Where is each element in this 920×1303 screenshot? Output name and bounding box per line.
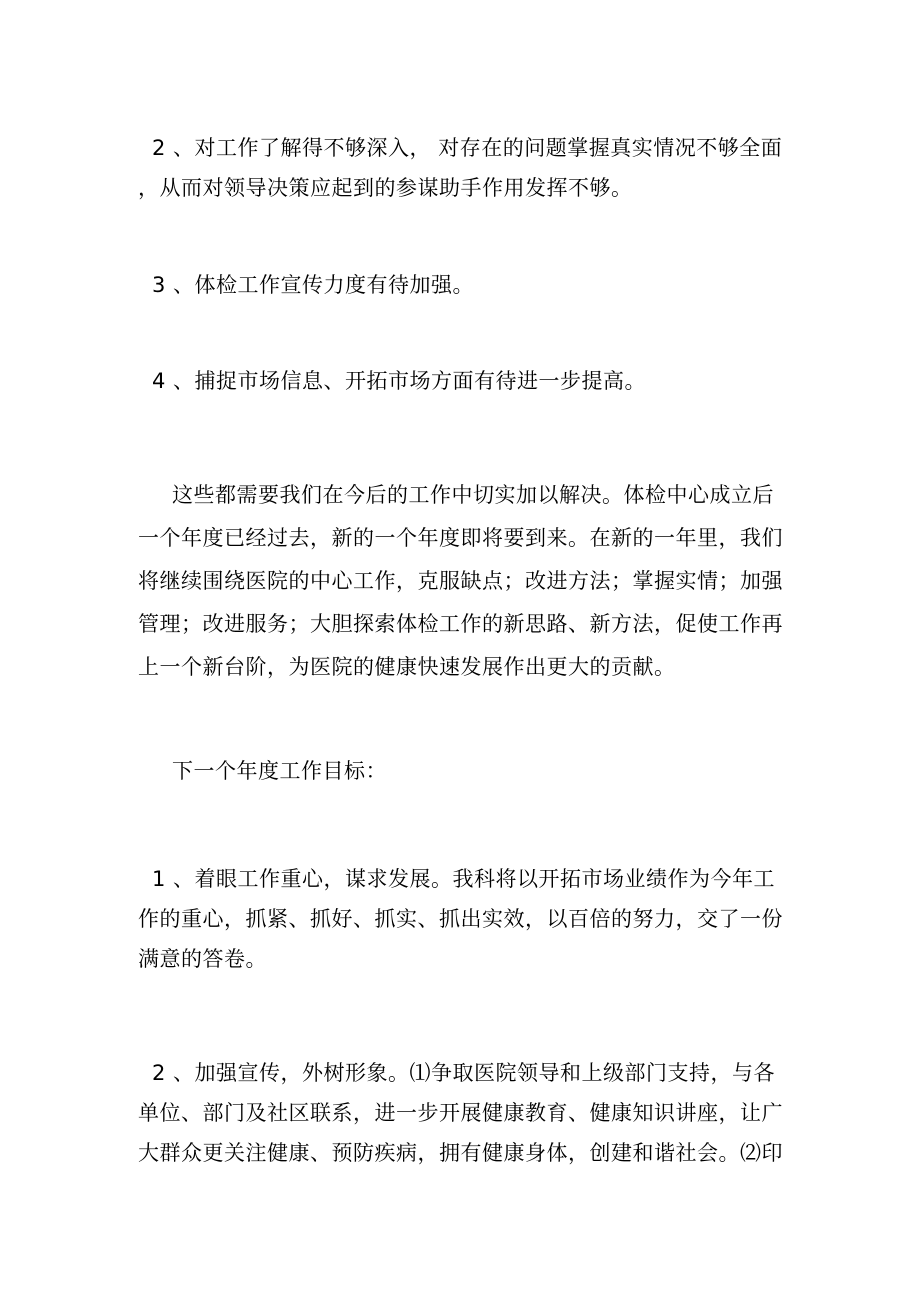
paragraph-line: 将继续围绕医院的中心工作，克服缺点；改进方法；掌握实情；加强 (138, 569, 783, 593)
paragraph-line: 2 、加强宣传，外树形象。⑴争取医院领导和上级部门支持，与各 (152, 1061, 776, 1085)
paragraph-line: 2 、对工作了解得不够深入， 对存在的问题掌握真实情况不够全面 (152, 136, 783, 160)
shortcoming-4: 4 、捕捉市场信息、开拓市场方面有待进一步提高。 (152, 369, 647, 393)
paragraph-line: 这些都需要我们在今后的工作中切实加以解决。体检中心成立后 (172, 483, 774, 507)
paragraph-line: 满意的答卷。 (138, 947, 267, 971)
paragraph-line: 作的重心，抓紧、抓好、抓实、抓出实效，以百倍的努力，交了一份 (138, 907, 783, 931)
paragraph-line: 一个年度已经过去，新的一个年度即将要到来。在新的一年里，我们 (138, 526, 783, 550)
paragraph-line: 大群众更关注健康、预防疾病，拥有健康身体，创建和谐社会。⑵印 (138, 1141, 783, 1165)
paragraph-line: 1 、着眼工作重心，谋求发展。我科将以开拓市场业绩作为今年工 (152, 867, 776, 891)
paragraph-line: 单位、部门及社区联系，进一步开展健康教育、健康知识讲座，让广 (138, 1101, 783, 1125)
paragraph-line: 管理；改进服务；大胆探索体检工作的新思路、新方法，促使工作再 (138, 612, 783, 636)
paragraph-line: ，从而对领导决策应起到的参谋助手作用发挥不够。 (138, 176, 633, 200)
paragraph-line: 上一个新台阶，为医院的健康快速发展作出更大的贡献。 (138, 655, 676, 679)
shortcoming-3: 3 、体检工作宣传力度有待加强。 (152, 273, 475, 297)
goals-heading: 下一个年度工作目标： (172, 759, 387, 783)
